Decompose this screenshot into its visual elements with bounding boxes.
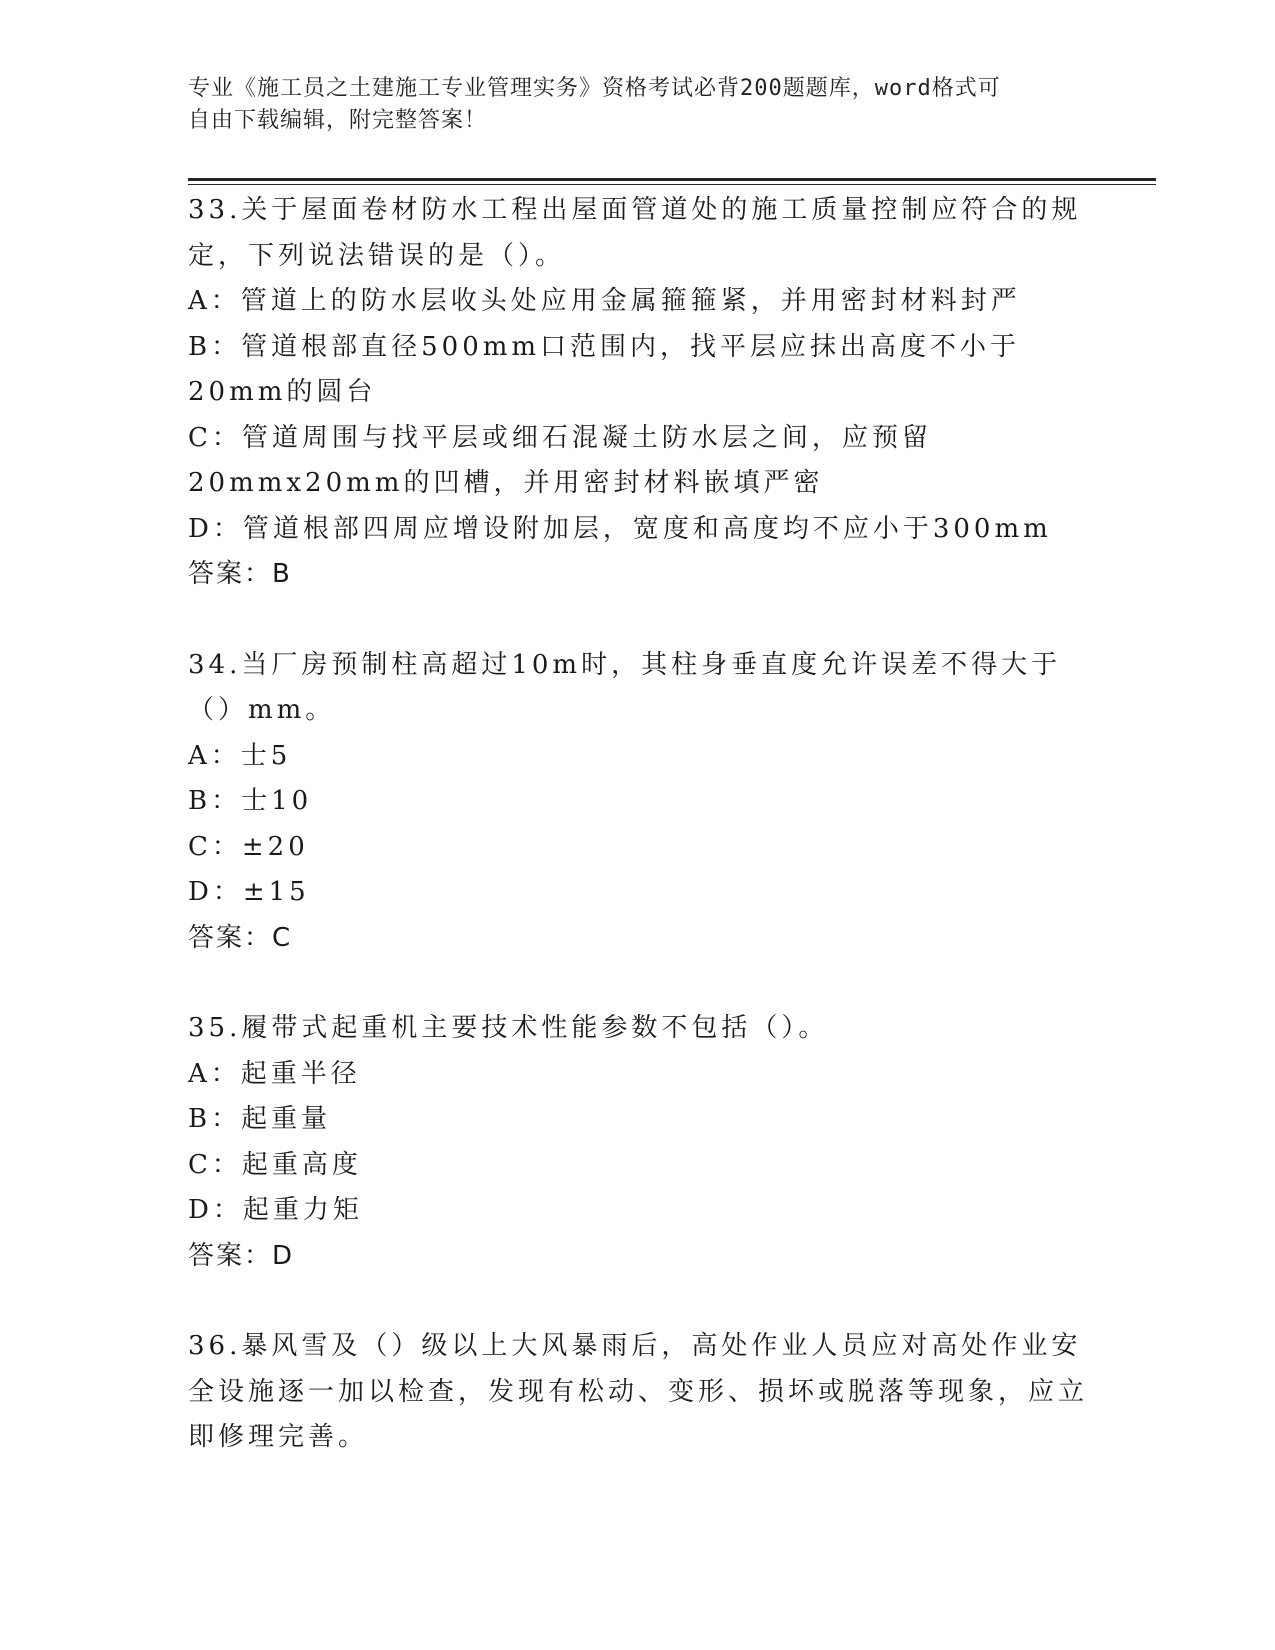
question-33 xyxy=(188,188,1088,598)
header-line-2: 自由下载编辑，附完整答案！ xyxy=(188,108,488,133)
option-b: B：管道根部直径500mm口范围内，找平层应抹出高度不小于20mm的圆台 xyxy=(188,331,1021,407)
option-a: A：士5 xyxy=(188,740,292,771)
answer-line: 答案：C xyxy=(188,922,293,953)
question-stem: 33.关于屋面卷材防水工程出屋面管道处的施工质量控制应符合的规定，下列说法错误的是（）。 xyxy=(188,195,1082,271)
option-b: B：士10 xyxy=(188,786,313,816)
answer-line: 答案：D xyxy=(188,1240,295,1271)
question-34 xyxy=(188,643,1088,962)
question-35 xyxy=(188,1006,1088,1279)
question-36 xyxy=(188,1324,1088,1461)
question-stem: 34.当厂房预制柱高超过10m时，其柱身垂直度允许误差不得大于（）mm。 xyxy=(188,649,1062,725)
answer-line: 答案：B xyxy=(188,559,292,589)
option-a: A：起重半径 xyxy=(188,1058,361,1089)
question-list xyxy=(188,188,1088,1506)
option-c: C：±20 xyxy=(188,831,309,862)
header-divider-thick xyxy=(188,178,1156,181)
document-header xyxy=(188,73,1068,137)
option-b: B：起重量 xyxy=(188,1104,332,1134)
question-stem: 35.履带式起重机主要技术性能参数不包括（）。 xyxy=(188,1013,829,1043)
option-c: C：起重高度 xyxy=(188,1149,362,1180)
header-divider-thin xyxy=(188,184,1156,185)
option-a: A：管道上的防水层收头处应用金属箍箍紧，并用密封材料封严 xyxy=(188,286,1021,316)
option-d: D：±15 xyxy=(188,877,310,907)
option-c: C：管道周围与找平层或细石混凝土防水层之间，应预留20mmx20mm的凹槽，并用密封材料嵌填严密 xyxy=(188,422,932,498)
question-stem: 36.暴风雪及（）级以上大风暴雨后，高处作业人员应对高处作业安全设施逐一加以检查，发现有松动、变形、损坏或脱落等现象，应立即修理完善。 xyxy=(188,1331,1089,1452)
header-line-1: 专业《施工员之土建施工专业管理实务》资格考试必背200题题库，word格式可 xyxy=(188,76,1001,101)
option-d: D：起重力矩 xyxy=(188,1195,363,1225)
option-d: D：管道根部四周应增设附加层，宽度和高度均不应小于300mm xyxy=(188,513,1052,544)
